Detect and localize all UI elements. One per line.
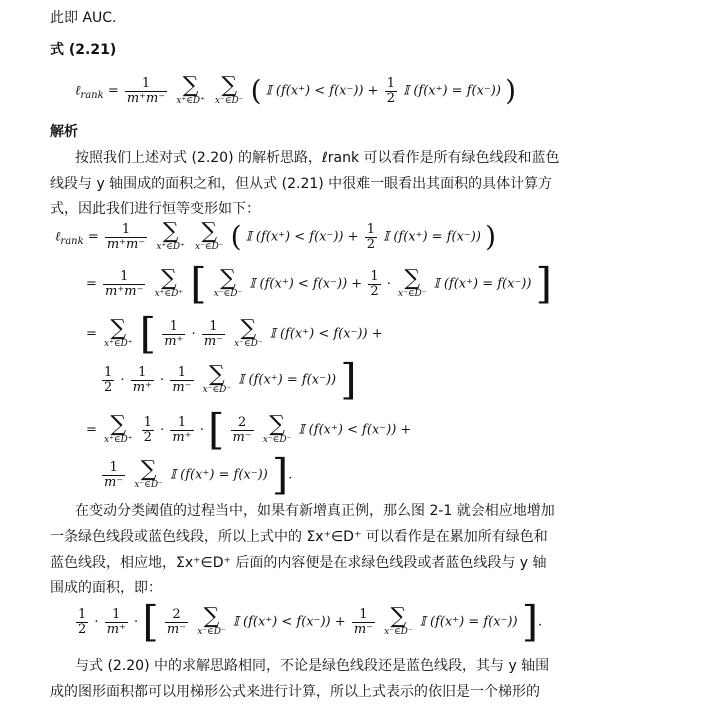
half-fraction: [102, 366, 114, 395]
fraction: [162, 320, 185, 349]
dot-operator: ·: [160, 422, 165, 438]
paragraph-line: 一条绿色线段或蓝色线段，所以上式中的 Σx⁺∈D⁺ 可以看作是在累加所有绿色和: [50, 529, 548, 545]
indicator-less: 𝕀 (f(x⁺) < f(x⁻)) +: [298, 422, 412, 438]
indicator-less: 𝕀 (f(x⁺) < f(x⁻)): [232, 614, 331, 630]
indicator-equal: 𝕀 (f(x⁺) = f(x⁻)): [383, 229, 481, 245]
summation-negative: ∑ x⁻∈D⁻: [202, 362, 232, 395]
denominator: m⁻: [232, 429, 252, 445]
analysis-heading: 解析: [50, 124, 78, 140]
indicator-equal: 𝕀 (f(x⁺) = f(x⁻)): [433, 276, 532, 292]
fraction: [105, 223, 147, 252]
denominator: m⁺: [132, 379, 152, 395]
half-fraction: [385, 77, 397, 106]
denominator: m⁺m⁻: [126, 90, 166, 106]
plus-sign: +: [367, 83, 379, 99]
numerator: 2: [165, 608, 188, 623]
dot-operator: ·: [386, 276, 391, 292]
numerator: 1: [170, 416, 193, 431]
derivation-row-4: $\frac{1}{2}$ · $\frac{1}{m^+}$ · $\frac{1}{m^-}$ ∑ x⁻∈D⁻ 𝕀 (f(x⁺) = f(x⁻)) ]: [104, 355, 357, 404]
equals-sign: =: [107, 83, 119, 99]
denominator: m⁻: [166, 621, 187, 637]
equals-sign: =: [86, 276, 97, 292]
summation-positive: ∑ x⁺∈D⁺: [104, 412, 133, 445]
numerator: 1: [386, 75, 395, 91]
equation-2-21: ℓ$_{rank}$ = $\frac{1}{m^+m^-}$ ∑ x⁺∈D⁺ ∑ x⁻∈D⁻ ( 𝕀 (f(x⁺) < f(x⁻)) + $\frac{1}{2}$ 𝕀 (f(x⁺) = f(x⁻)) ): [75, 73, 516, 107]
sum-subscript: x⁻∈D⁻: [262, 435, 292, 445]
numerator: 1: [131, 366, 154, 381]
denominator: 2: [370, 283, 379, 299]
equals-sign: =: [86, 326, 97, 342]
intro-line: 此即 AUC.: [50, 10, 117, 26]
sum-subscript: x⁻∈D⁻: [398, 289, 427, 299]
denominator: 2: [104, 379, 113, 395]
paragraph-line: 式，因此我们进行恒等变形如下：: [50, 201, 260, 217]
numerator: 1: [104, 364, 113, 380]
paragraph-line: 与式 (2.20) 中的求解思路相同，不论是绿色线段还是蓝色线段，其与 y 轴围: [75, 658, 550, 674]
numerator: 2: [231, 416, 254, 431]
denominator: m⁺: [172, 429, 192, 445]
derivation-row-1: ℓ$_{rank}$ = $\frac{1}{m^+m^-}$ ∑ x⁺∈D⁺ ∑ x⁻∈D⁻ ( 𝕀 (f(x⁺) < f(x⁻)) + $\frac{1}{2}$ 𝕀 (f(x⁺) = f(x⁻)) ): [55, 219, 496, 253]
denominator: m⁻: [203, 333, 224, 349]
summation-negative: ∑ x⁻∈D⁻: [197, 604, 226, 637]
summation-negative: ∑ x⁻∈D⁻: [262, 412, 292, 445]
numerator: 1: [103, 270, 145, 285]
derivation-row-6: $\frac{1}{m^-}$ ∑ x⁻∈D⁻ 𝕀 (f(x⁺) = f(x⁻)) ].: [104, 450, 293, 499]
fraction: [231, 416, 254, 445]
sum-subscript: x⁺∈D⁺: [176, 96, 205, 106]
denominator: 2: [366, 236, 375, 252]
indicator-less: 𝕀 (f(x⁺) < f(x⁻)): [265, 83, 364, 99]
half-fraction: [368, 270, 380, 299]
numerator: 1: [370, 268, 379, 284]
numerator: 1: [170, 366, 193, 381]
rank-subscript: rank: [80, 90, 104, 102]
fraction: [170, 416, 193, 445]
fraction: [103, 270, 145, 299]
equation-heading: 式 (2.21): [50, 42, 117, 58]
denominator: 2: [78, 621, 87, 637]
half-fraction: [365, 223, 377, 252]
fraction: [170, 366, 193, 395]
summation-negative: ∑ x⁻∈D⁻: [213, 266, 243, 299]
sum-subscript: x⁻∈D⁻: [384, 627, 413, 637]
summation-negative: ∑ x⁻∈D⁻: [195, 219, 224, 252]
ell-symbol: ℓ: [75, 83, 81, 99]
fraction: [125, 77, 167, 106]
fraction: [352, 608, 375, 637]
summation-negative: ∑ x⁻∈D⁻: [384, 604, 413, 637]
indicator-equal: 𝕀 (f(x⁺) = f(x⁻)): [419, 614, 518, 630]
fraction: [165, 608, 188, 637]
fraction: [202, 320, 225, 349]
numerator: 1: [102, 461, 125, 476]
sum-subscript: x⁺∈D⁺: [104, 435, 133, 445]
summation-positive: ∑ x⁺∈D⁺: [176, 73, 205, 106]
equals-sign: =: [86, 422, 97, 438]
fraction: [102, 461, 125, 490]
sum-subscript: x⁻∈D⁻: [213, 289, 243, 299]
numerator: 1: [143, 414, 152, 430]
denominator: 2: [143, 429, 152, 445]
fraction: [105, 608, 128, 637]
paragraph-line: 蓝色线段，相应地，Σx⁺∈D⁺ 后面的内容便是在求绿色线段或者蓝色线段与 y 轴: [50, 555, 547, 571]
numerator: 1: [202, 320, 225, 335]
numerator: 1: [105, 223, 147, 238]
sum-subscript: x⁻∈D⁻: [215, 96, 244, 106]
sum-subscript: x⁻∈D⁻: [197, 627, 226, 637]
dot-operator: ·: [120, 372, 125, 388]
sum-subscript: x⁻∈D⁻: [234, 339, 263, 349]
dot-operator: ·: [191, 326, 196, 342]
indicator-less: 𝕀 (f(x⁺) < f(x⁻)): [249, 276, 348, 292]
sum-subscript: x⁻∈D⁻: [195, 242, 224, 252]
denominator: m⁻: [104, 474, 124, 490]
summation-negative: ∑ x⁻∈D⁻: [398, 266, 427, 299]
dot-operator: ·: [199, 422, 204, 438]
denominator: m⁺: [106, 621, 126, 637]
numerator: 1: [366, 221, 375, 237]
period: .: [538, 614, 543, 630]
dot-operator: ·: [134, 614, 139, 630]
paragraph-line: 围成的面积，即：: [50, 580, 162, 596]
half-fraction: [76, 608, 88, 637]
indicator-equal: 𝕀 (f(x⁺) = f(x⁻)): [238, 372, 337, 388]
sum-subscript: x⁺∈D⁺: [104, 339, 133, 349]
plus-sign: +: [351, 276, 363, 292]
indicator-equal: 𝕀 (f(x⁺) = f(x⁻)): [169, 467, 268, 483]
period: .: [288, 467, 293, 483]
denominator: m⁺m⁻: [105, 283, 144, 299]
paragraph-line: 成的图形面积都可以用梯形公式来进行计算，所以上式表示的依旧是一个梯形的: [50, 684, 540, 700]
derivation-row-3: = ∑ x⁺∈D⁺ [ $\frac{1}{m^+}$ · $\frac{1}{m^-}$ ∑ x⁻∈D⁻ 𝕀 (f(x⁺) < f(x⁻)) +: [86, 309, 383, 358]
fraction: [131, 366, 154, 395]
paragraph-line: 按照我们上述对式 (2.20) 的解析思路，ℓrank 可以看作是所有绿色线段和蓝色: [75, 150, 560, 166]
denominator: m⁻: [353, 621, 374, 637]
denominator: m⁺: [164, 333, 184, 349]
summation-positive: ∑ x⁺∈D⁺: [156, 219, 185, 252]
half-fraction: [142, 416, 154, 445]
derivation-row-5: = ∑ x⁺∈D⁺ $\frac{1}{2}$ · $\frac{1}{m^+}$ · [ $\frac{2}{m^-}$ ∑ x⁻∈D⁻ 𝕀 (f(x⁺) < f(x⁻)) +: [86, 405, 412, 454]
indicator-less: 𝕀 (f(x⁺) < f(x⁻)) +: [269, 326, 383, 342]
indicator-less: 𝕀 (f(x⁺) < f(x⁻)): [245, 229, 344, 245]
paragraph-line: 线段与 y 轴围成的面积之和，但从式 (2.21) 中很难一眼看出其面积的具体计算方: [50, 176, 553, 192]
sum-subscript: x⁺∈D⁺: [156, 242, 185, 252]
numerator: 1: [78, 606, 87, 622]
dot-operator: ·: [94, 614, 99, 630]
summation-negative: ∑ x⁻∈D⁻: [234, 316, 263, 349]
paragraph-line: 在变动分类阈值的过程当中，如果有新增真正例，那么图 2-1 就会相应地增加: [75, 503, 555, 519]
denominator: m⁻: [172, 379, 192, 395]
numerator: 1: [105, 608, 128, 623]
summation-negative: ∑ x⁻∈D⁻: [134, 457, 163, 490]
plus-sign: +: [347, 229, 359, 245]
area-equation: $\frac{1}{2}$ · $\frac{1}{m^+}$ · [ $\frac{2}{m^-}$ ∑ x⁻∈D⁻ 𝕀 (f(x⁺) < f(x⁻)) + $\frac{1}{m^-}$ ∑ x⁻∈D⁻ 𝕀 (f(x⁺) = f(x⁻)) ].: [78, 597, 543, 646]
denominator: 2: [386, 90, 395, 106]
summation-positive: ∑ x⁺∈D⁺: [154, 266, 184, 299]
dot-operator: ·: [160, 372, 165, 388]
indicator-equal: 𝕀 (f(x⁺) = f(x⁻)): [403, 83, 501, 99]
numerator: 1: [125, 77, 167, 92]
sum-subscript: x⁻∈D⁻: [202, 385, 232, 395]
equals-sign: =: [87, 229, 99, 245]
sum-subscript: x⁺∈D⁺: [154, 289, 184, 299]
denominator: m⁺m⁻: [106, 236, 146, 252]
summation-positive: ∑ x⁺∈D⁺: [104, 316, 133, 349]
derivation-row-2: = $\frac{1}{m^+m^-}$ ∑ x⁺∈D⁺ [ ∑ x⁻∈D⁻ 𝕀 (f(x⁺) < f(x⁻)) + $\frac{1}{2}$ · ∑ x⁻∈D⁻ 𝕀 (f(x⁺) = f(x⁻)) ]: [86, 259, 552, 308]
numerator: 1: [162, 320, 185, 335]
numerator: 1: [352, 608, 375, 623]
plus-sign: +: [334, 614, 346, 630]
summation-negative: ∑ x⁻∈D⁻: [215, 73, 244, 106]
sum-subscript: x⁻∈D⁻: [134, 480, 163, 490]
